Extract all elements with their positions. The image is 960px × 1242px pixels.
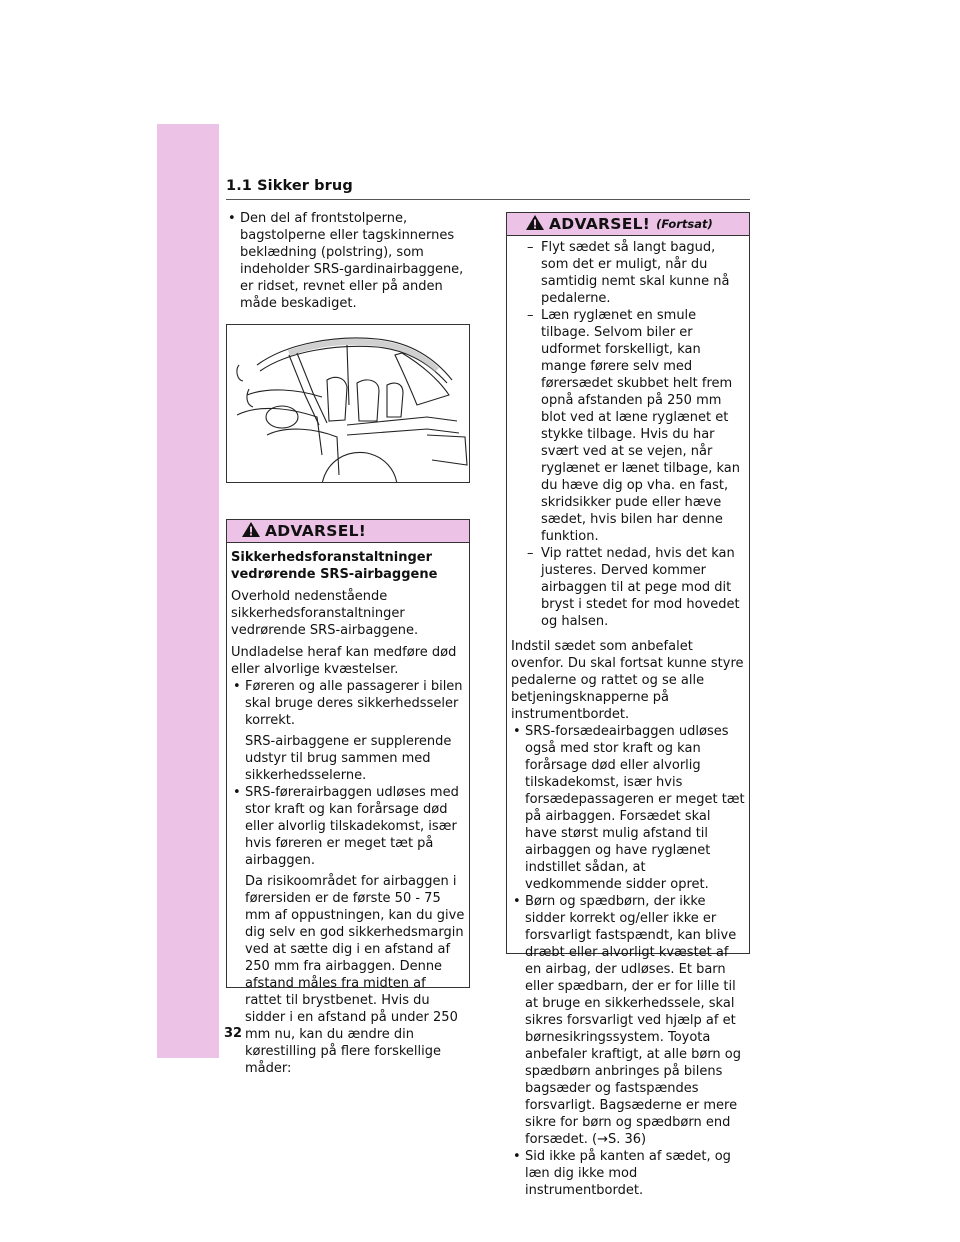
warning-body [227, 543, 469, 1083]
warning-continued-label: (Fortsat) [656, 217, 713, 231]
warning-subparagraph: SRS-airbaggene er supplerende udstyr til brug sammen med sikkerhedsselerne. [245, 734, 452, 783]
car-interior-curtain-airbag-illustration [227, 325, 470, 483]
page-number: 32 [224, 1026, 243, 1041]
warning-bullet: • Føreren og alle passagerer i bilen skal bruge deres sikkerhedsseler korrekt. [231, 678, 465, 729]
warning-heading: Sikkerhedsforanstaltninger vedrørende SRS-airbaggene [231, 550, 438, 582]
warning-box-right [506, 212, 750, 1198]
side-color-band [157, 124, 219, 1058]
warning-paragraph: Indstil sædet som anbefalet ovenfor. Du skal fortsat kunne styre pedalerne og rattet og se alle betjeningsknapperne på instrumentbordet. [511, 639, 744, 722]
warning-paragraph: Undladelse heraf kan medføre død eller alvorlige kvæstelser. [231, 645, 457, 677]
warning-dash-item: – Læn ryglænet en smule tilbage. Selvom biler er udformet forskelligt, kan mange førere selv med førersædet skubbet helt frem opnå afstanden på 250 mm blot ved at læne ryglænet et stykke tilbage. Hvis du har svært ved at se vejen, når ryglænet er lænet tilbage, kan du hæve dig op vha. en fast, skridsikker pude eller hæve sædet, hvis bilen har denne funktion. [511, 307, 745, 545]
warning-dash-item: – Flyt sædet så langt bagud, som det er muligt, når du samtidig nemt skal kunne nå pedalerne. [511, 239, 745, 307]
warning-bullet: • SRS-forsædeairbaggen udløses også med stor kraft og kan forårsage død eller alvorlig tilskadekomst, især hvis forsædepassageren er meget tæt på airbaggen. Forsædet skal have størst mulig afstand til airbaggen og have ryglænet indstillet sådan, at vedkommende sidder opret. [511, 723, 745, 893]
warning-title: ADVARSEL! [549, 215, 651, 233]
warning-title: ADVARSEL! [265, 522, 367, 540]
warning-triangle-icon [525, 214, 545, 235]
intro-bullet: • Den del af frontstolperne, bagstolperne eller tagskinnernes beklædning (polstring), som indeholder SRS-gardinairbaggene, er ridset, revnet eller på anden måde beskadiget. [226, 210, 470, 312]
section-title: 1.1 Sikker brug [226, 178, 353, 194]
header-divider [226, 199, 750, 200]
warning-bullet: • SRS-førerairbaggen udløses med stor kraft og kan forårsage død eller alvorlig tilskadekomst, især hvis føreren er meget tæt på airbaggen. [231, 784, 465, 869]
warning-subparagraph: Da risikoområdet for airbaggen i førersiden er de første 50 - 75 mm af oppustningen, kan du give dig selv en god sikkerhedsmargin ved at sætte dig i en afstand af 250 mm fra airbaggen. Denne afstand måles fra midten af rattet til brystbenet. Hvis du sidder i en afstand på under 250 mm nu, kan du ændre din kørestilling på flere forskellige måder: [245, 874, 465, 1076]
warning-body [507, 236, 749, 1205]
warning-triangle-icon [241, 521, 261, 542]
warning-dash-item: – Vip rattet nedad, hvis det kan justeres. Derved kommer airbaggen til at pege mod dit bryst i stedet for mod hovedet og halsen. [511, 545, 745, 630]
car-interior-illustration [226, 324, 470, 483]
warning-header [507, 213, 749, 236]
warning-bullet: • Sid ikke på kanten af sædet, og læn dig ikke mod instrumentbordet. [511, 1148, 745, 1199]
intro-text [226, 210, 470, 312]
warning-paragraph: Overhold nedenstående sikkerhedsforanstaltninger vedrørende SRS-airbaggene. [231, 589, 419, 638]
warning-bullet: • Børn og spædbørn, der ikke sidder korrekt og/eller ikke er forsvarligt fastspændt, kan blive dræbt eller alvorligt kvæstet af en airbag, der udløses. Et barn eller spædbarn, der er for lille til at bruge en sikkerhedssele, skal sikres forsvarligt ved hjælp af et børnesikringssystem. Toyota anbefaler kraftigt, at alle børn og spædbørn anbringes på bilens bagsæder og fastspændes forsvarligt. Bagsæderne er mere sikre for børn og spædbørn end forsædet. (→S. 36) [511, 893, 745, 1148]
warning-header [227, 520, 469, 543]
